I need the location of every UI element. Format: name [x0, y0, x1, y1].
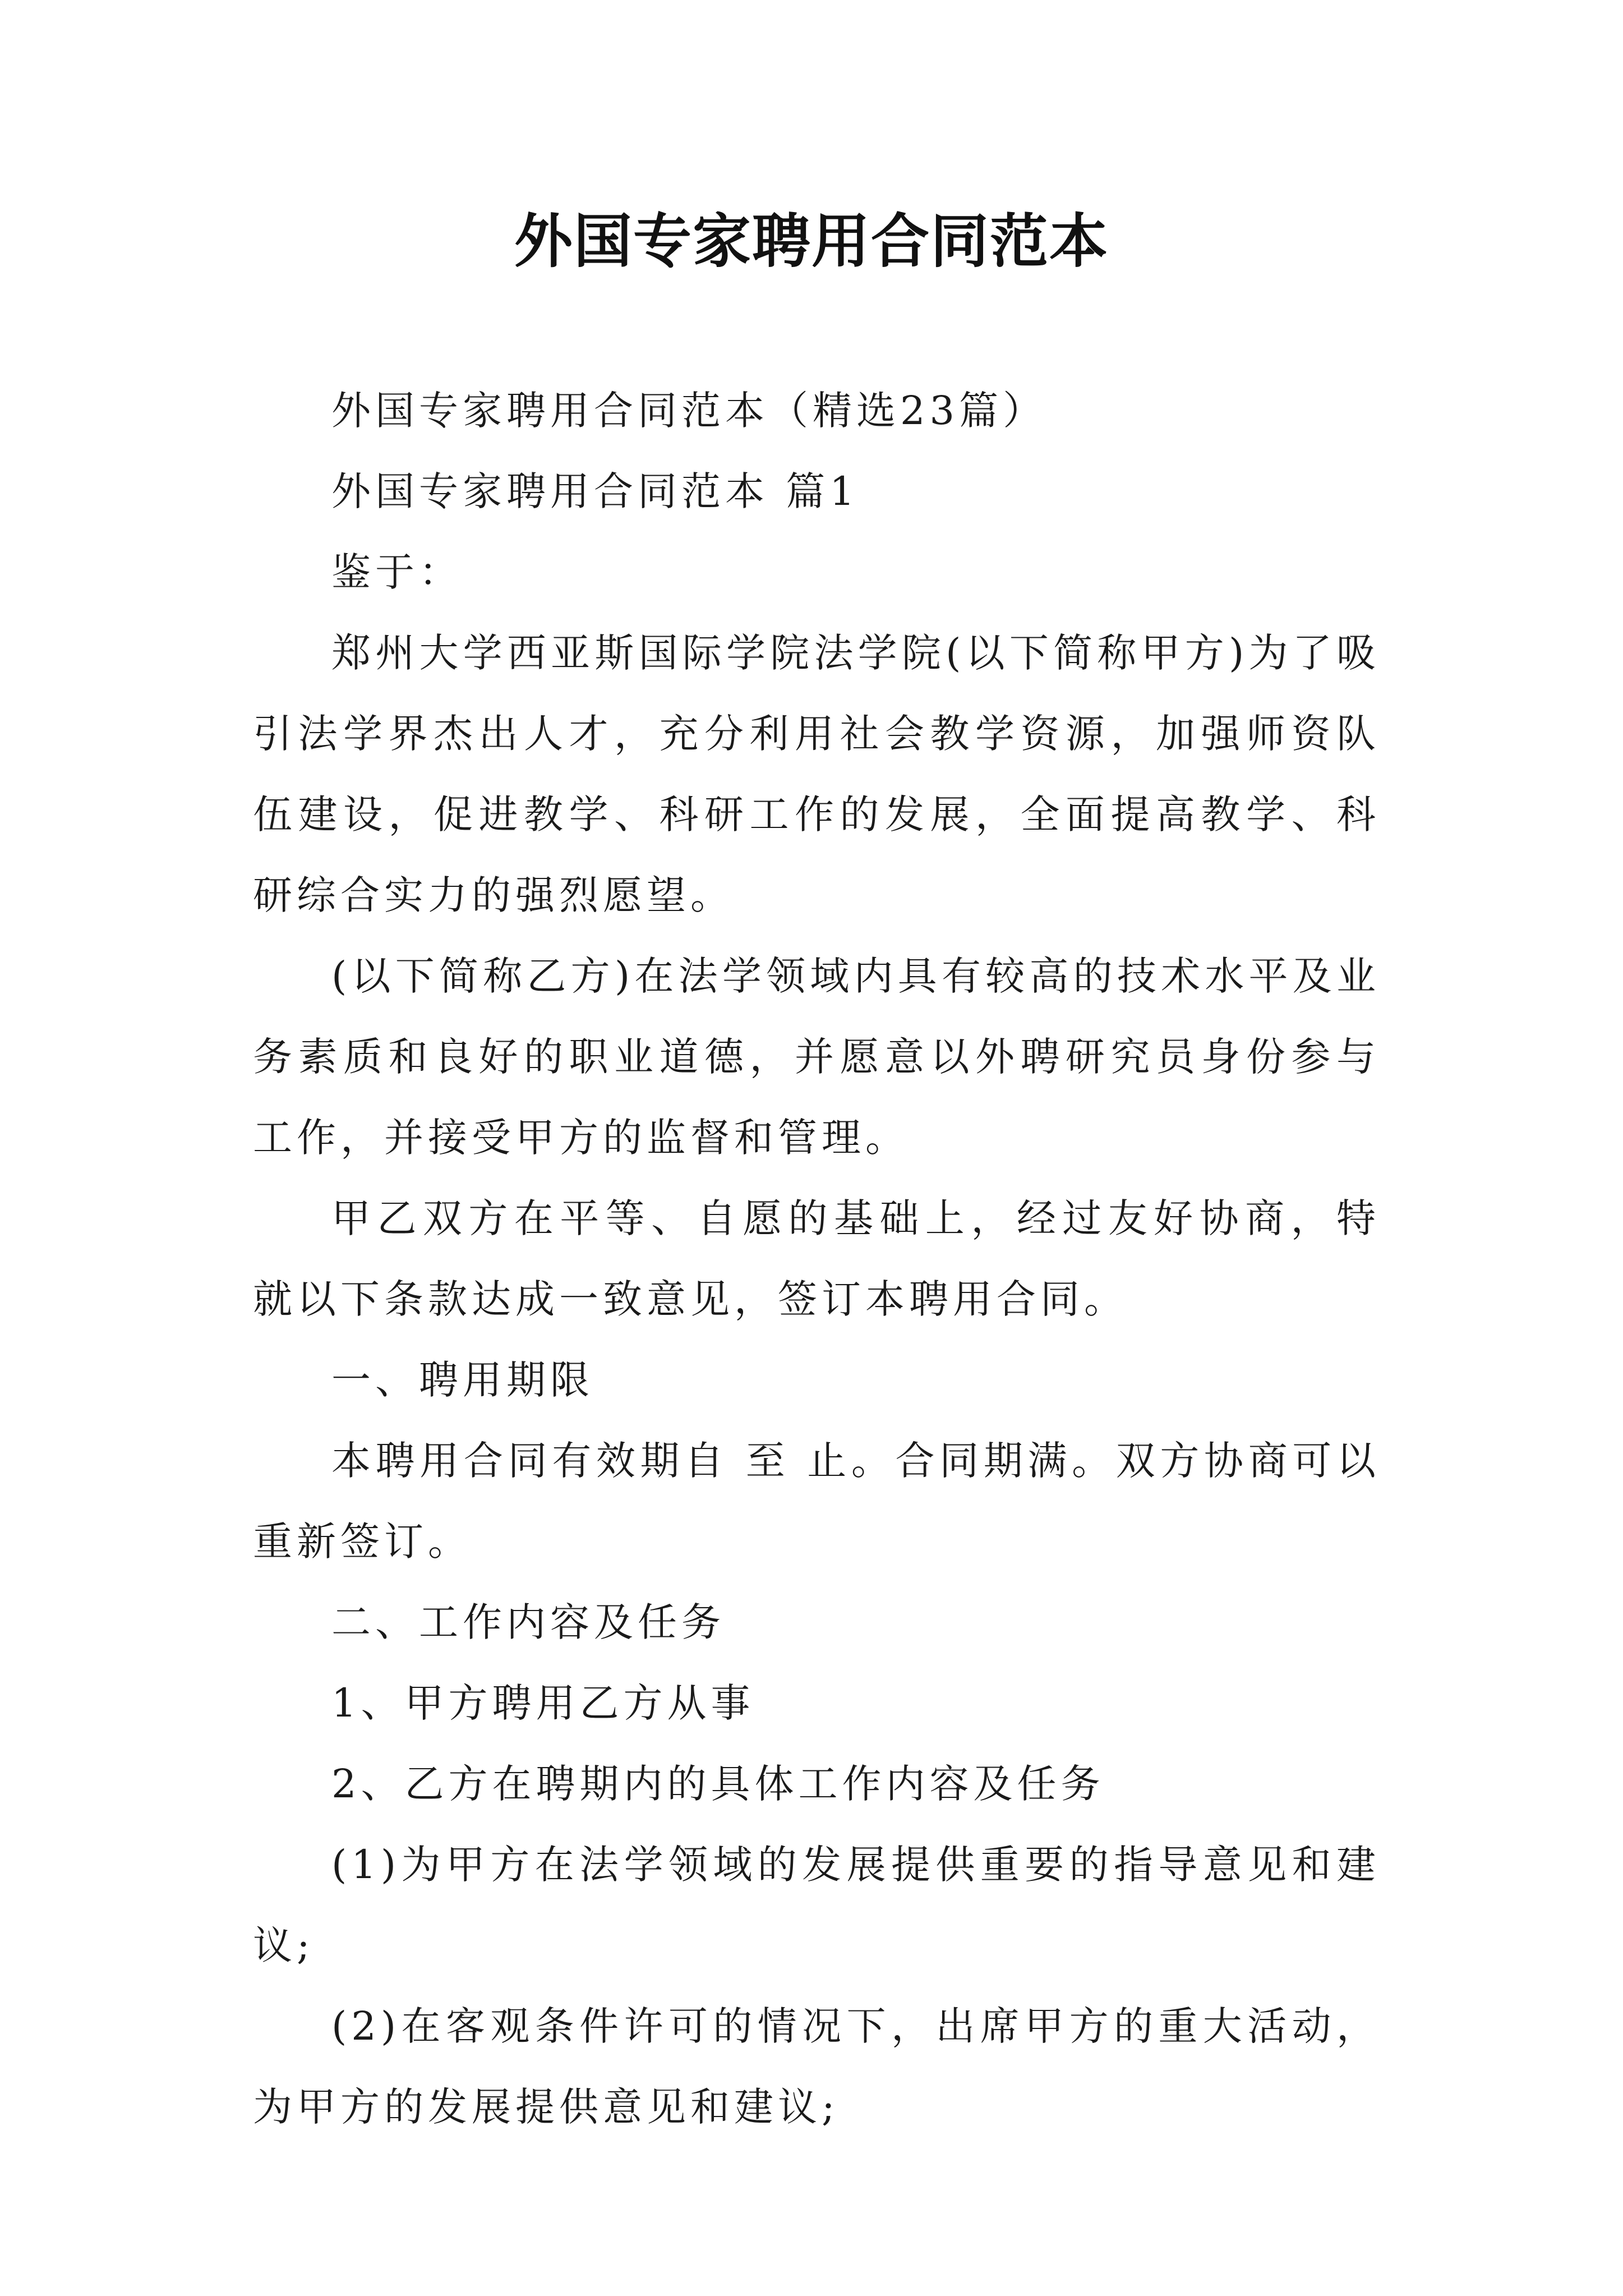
- paragraph-section-heading: 外国专家聘用合同范本 篇1: [331, 468, 859, 514]
- paragraph-party-a: 郑州大学西亚斯国际学院法学院(以下简称甲方)为了吸引法学界杰出人才，充分利用社会教学资源，加强师资队伍建设，促进教学、科研工作的发展，全面提高教学、科研综合实力的强烈愿望。: [253, 630, 1380, 918]
- paragraph-agreement: 甲乙双方在平等、自愿的基础上，经过友好协商，特就以下条款达成一致意见，签订本聘用合同。: [253, 1195, 1380, 1322]
- paragraph-subtitle: 外国专家聘用合同范本（精选23篇）: [331, 388, 1047, 434]
- paragraph-party-b: (以下简称乙方)在法学领域内具有较高的技术水平及业务素质和良好的职业道德，并愿意以外聘研究员身份参与工作，并接受甲方的监督和管理。: [253, 953, 1380, 1161]
- document-body: [253, 370, 1380, 2147]
- paragraph-term: 本聘用合同有效期自 至 止。合同期满。双方协商可以重新签订。: [253, 1438, 1380, 1565]
- list-item-1: 1、甲方聘用乙方从事: [331, 1680, 755, 1726]
- list-subitem-1: (1)为甲方在法学领域的发展提供重要的指导意见和建议;: [253, 1842, 1380, 1968]
- list-item-2: 2、乙方在聘期内的具体工作内容及任务: [331, 1761, 1105, 1807]
- paragraph-whereas: 鉴于：: [331, 549, 463, 595]
- heading-term: 一、聘用期限: [331, 1357, 594, 1403]
- document-title: 外国专家聘用合同范本: [514, 207, 1109, 275]
- heading-duties: 二、工作内容及任务: [331, 1599, 725, 1645]
- list-subitem-2: (2)在客观条件许可的情况下，出席甲方的重大活动，为甲方的发展提供意见和建议;: [253, 2003, 1380, 2130]
